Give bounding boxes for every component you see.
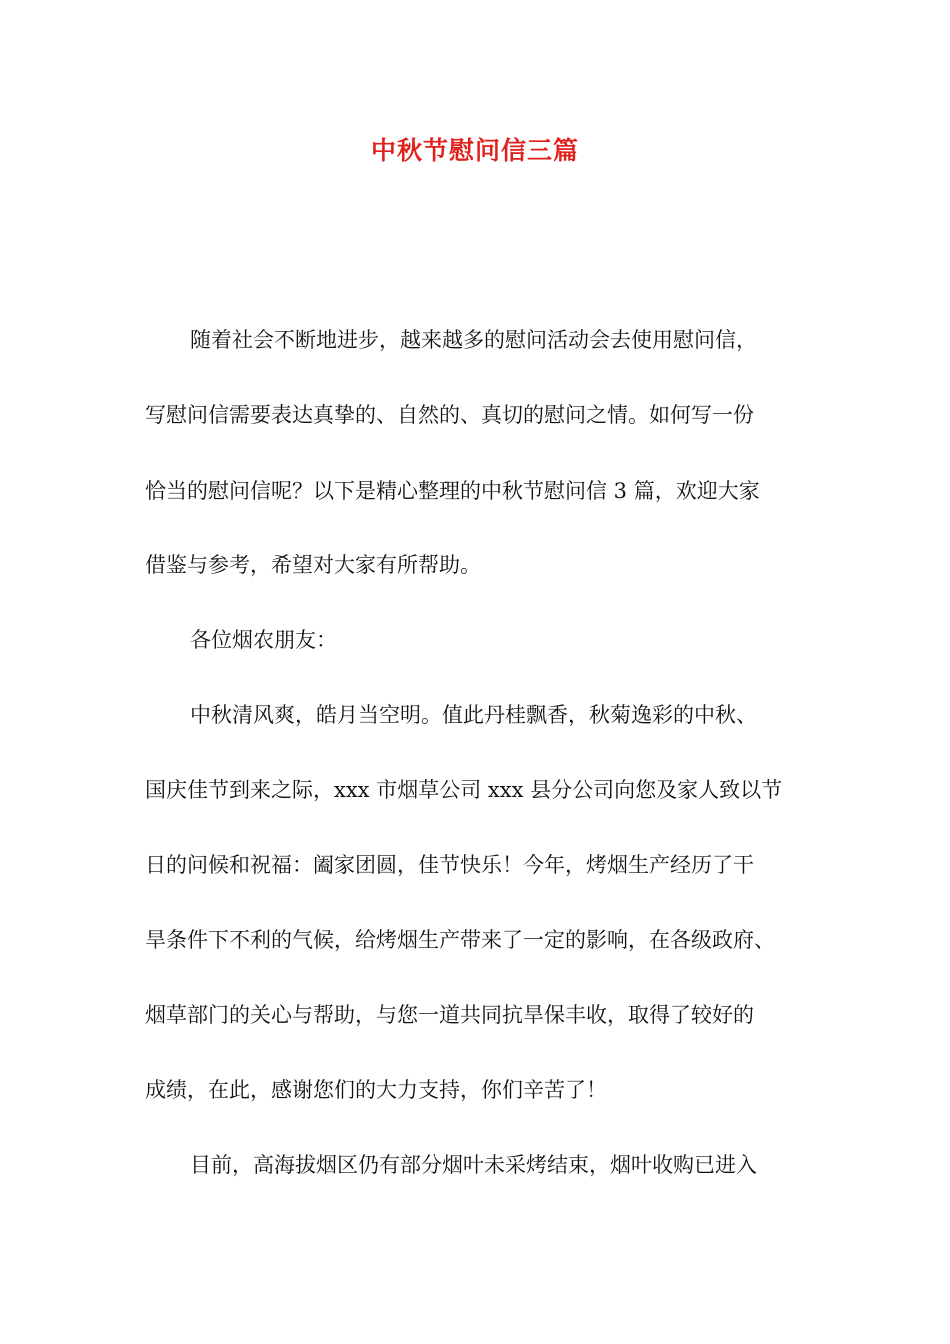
paragraph-line: 借鉴与参考，希望对大家有所帮助。 [145,553,481,577]
paragraph-line: 日的问候和祝福：阖家团圆，佳节快乐！今年，烤烟生产经历了干 [145,853,754,877]
paragraph-line: 随着社会不断地进步，越来越多的慰问活动会去使用慰问信， [190,328,757,352]
paragraph-line: 恰当的慰问信呢？以下是精心整理的中秋节慰问信 3 篇，欢迎大家 [145,479,760,503]
document-title: 中秋节慰问信三篇 [370,136,579,165]
paragraph-line: 烟草部门的关心与帮助，与您一道共同抗旱保丰收，取得了较好的 [145,1003,754,1027]
paragraph-line: 成绩，在此，感谢您们的大力支持，你们辛苦了！ [145,1078,607,1102]
salutation-line: 各位烟农朋友： [190,628,337,652]
paragraph-line: 国庆佳节到来之际，xxx 市烟草公司 xxx 县分公司向您及家人致以节 [145,778,783,802]
paragraph-line: 旱条件下不利的气候，给烤烟生产带来了一定的影响，在各级政府、 [145,928,775,952]
paragraph-line: 中秋清风爽，皓月当空明。值此丹桂飘香，秋菊逸彩的中秋、 [190,703,757,727]
paragraph-line: 目前，高海拔烟区仍有部分烟叶未采烤结束，烟叶收购已进入 [190,1153,757,1177]
paragraph-line: 写慰问信需要表达真挚的、自然的、真切的慰问之情。如何写一份 [145,403,754,427]
